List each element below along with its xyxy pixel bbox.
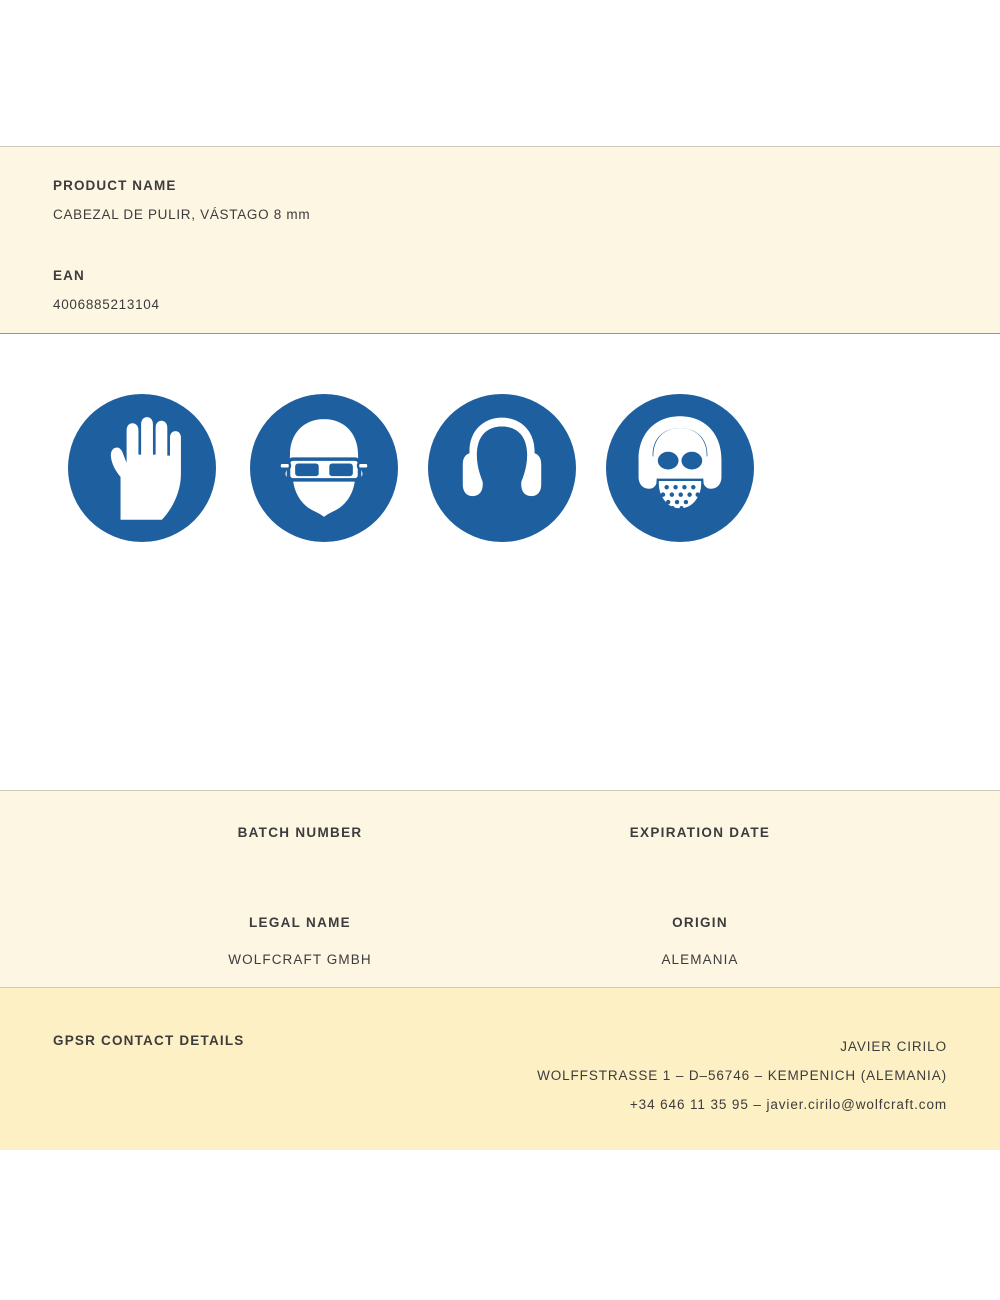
expiration-date-value — [550, 862, 850, 878]
ean-value: 4006885213104 — [53, 297, 160, 312]
product-name-label: PRODUCT NAME — [53, 178, 177, 193]
gpsr-contact-address: WOLFFSTRASSE 1 – D–56746 – KEMPENICH (ALEMANIA) — [537, 1068, 947, 1083]
batch-origin-band — [0, 790, 1000, 988]
product-name-value: CABEZAL DE PULIR, VÁSTAGO 8 mm — [53, 207, 311, 222]
ean-label: EAN — [53, 268, 85, 283]
wear-eye-protection-icon — [250, 394, 398, 542]
batch-number-label: BATCH NUMBER — [237, 825, 363, 840]
batch-number-cell — [150, 825, 450, 878]
wear-respiratory-protection-icon — [606, 394, 754, 542]
origin-label: ORIGIN — [672, 915, 728, 930]
origin-value: ALEMANIA — [661, 952, 739, 967]
wear-protective-gloves-icon — [68, 394, 216, 542]
gpsr-contact-band — [0, 988, 1000, 1150]
legal-name-value: WOLFCRAFT GMBH — [228, 952, 372, 967]
gpsr-contact-person: JAVIER CIRILO — [840, 1039, 947, 1054]
gpsr-contact-label: GPSR CONTACT DETAILS — [53, 1033, 245, 1048]
wear-ear-protection-icon — [428, 394, 576, 542]
gpsr-contact-details — [537, 1032, 947, 1119]
legal-name-label: LEGAL NAME — [248, 915, 351, 930]
origin-cell — [550, 915, 850, 968]
product-info-band — [0, 146, 1000, 334]
batch-number-value — [150, 862, 450, 878]
gpsr-contact-phone-email: +34 646 11 35 95 – javier.cirilo@wolfcraft.com — [629, 1097, 947, 1112]
expiration-date-label: EXPIRATION DATE — [629, 825, 771, 840]
safety-pictogram-row — [0, 380, 1000, 555]
legal-name-cell — [150, 915, 450, 968]
expiration-date-cell — [550, 825, 850, 878]
